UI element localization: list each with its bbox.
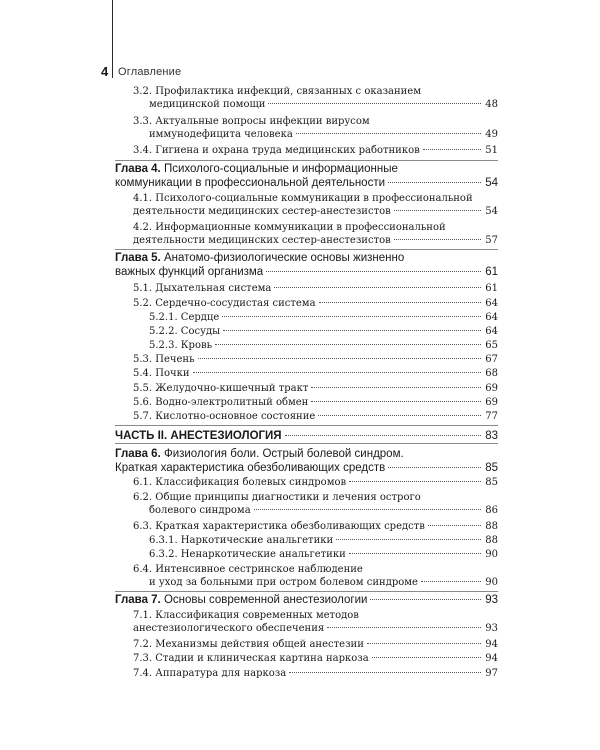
toc-page-number: 88 xyxy=(485,535,498,546)
toc-item[interactable] xyxy=(0,382,498,395)
toc-page-number: 49 xyxy=(485,129,498,140)
toc-chapter[interactable] xyxy=(0,162,498,190)
toc-page-number: 93 xyxy=(485,594,498,606)
dot-leader xyxy=(319,302,481,303)
toc-entry-text: 7.3. Стадии и клиническая картина наркоза xyxy=(133,653,369,664)
chapter-label: Глава 6. xyxy=(115,448,161,460)
chapter-label: Глава 5. xyxy=(115,252,161,264)
toc-entry-text: 3.2. Профилактика инфекций, связанных с оказанием xyxy=(133,86,422,97)
dot-leader xyxy=(266,271,481,272)
dot-leader xyxy=(394,239,481,240)
section-divider xyxy=(115,443,498,444)
toc-item[interactable] xyxy=(0,534,498,547)
dot-leader xyxy=(223,330,481,331)
toc-page-number: 88 xyxy=(485,521,498,532)
toc-item[interactable] xyxy=(0,144,498,157)
toc-page-number: 94 xyxy=(485,653,498,664)
toc-page-number: 69 xyxy=(485,397,498,408)
section-divider xyxy=(115,249,498,250)
toc-entry-text: иммунодефицита человека xyxy=(149,129,293,140)
toc-entry-text xyxy=(115,429,282,443)
toc-page-number: 94 xyxy=(485,639,498,650)
toc-entry-text: Глава 4. Психолого-социальные и информационные xyxy=(115,163,398,175)
toc-entry-text: Глава 5. Анатомо-физиологические основы жизненно xyxy=(115,252,405,264)
section-divider xyxy=(115,160,498,161)
toc-item[interactable] xyxy=(0,85,498,111)
toc-entry-text: медицинской помощи xyxy=(149,99,266,110)
toc-page-number: 65 xyxy=(485,340,498,351)
dot-leader xyxy=(318,415,481,416)
toc-entry-text: Краткая характеристика обезболивающих средств xyxy=(115,462,386,474)
dot-leader xyxy=(349,481,481,482)
dot-leader xyxy=(428,525,481,526)
dot-leader xyxy=(349,553,481,554)
toc-entry-text: 3.3. Актуальные вопросы инфекции вирусом xyxy=(133,116,370,127)
toc-item[interactable] xyxy=(0,520,498,533)
dot-leader xyxy=(421,581,481,582)
toc-page-number: 54 xyxy=(485,177,498,189)
toc-item[interactable] xyxy=(0,311,498,324)
toc-item[interactable] xyxy=(0,491,498,517)
dot-leader xyxy=(296,133,481,134)
toc-entry-text: 6.3.2. Ненаркотические анальгетики xyxy=(149,549,346,560)
toc-chapter[interactable] xyxy=(0,593,498,607)
chapter-label: ЧАСТЬ II. АНЕСТЕЗИОЛОГИЯ xyxy=(115,430,282,442)
toc-entry-text: важных функций организма xyxy=(115,266,264,278)
toc-entry-text: 5.6. Водно-электролитный обмен xyxy=(133,397,309,408)
toc-entry-text: Глава 6. Физиология боли. Острый болевой синдром. xyxy=(115,448,404,460)
chapter-label: Глава 7. xyxy=(115,594,161,606)
dot-leader xyxy=(327,627,481,628)
toc-entry-text: 4.2. Информационные коммуникации в профессиональной xyxy=(133,222,446,233)
toc-entry-text: 6.3.1. Наркотические анальгетики xyxy=(149,535,334,546)
toc-page-number: 67 xyxy=(485,354,498,365)
toc-item[interactable] xyxy=(0,221,498,247)
dot-leader xyxy=(388,182,481,183)
dot-leader xyxy=(367,643,481,644)
toc-entry-text: 3.4. Гигиена и охрана труда медицинских работников xyxy=(133,145,420,156)
section-divider xyxy=(115,591,498,592)
toc-item[interactable] xyxy=(0,667,498,680)
toc-entry-text: и уход за больными при остром болевом синдроме xyxy=(149,577,418,588)
toc-item[interactable] xyxy=(0,410,498,423)
dot-leader xyxy=(372,657,481,658)
toc-item[interactable] xyxy=(0,325,498,338)
toc-item[interactable] xyxy=(0,297,498,310)
page-number: 4 xyxy=(101,64,109,79)
toc-page-number: 90 xyxy=(485,577,498,588)
toc-entry-text: деятельности медицинских сестер-анестезистов xyxy=(133,206,391,217)
toc-item[interactable] xyxy=(0,563,498,589)
toc-page-number: 85 xyxy=(485,477,498,488)
header-rule xyxy=(112,0,113,78)
toc-page-number: 97 xyxy=(485,668,498,679)
toc-chapter[interactable] xyxy=(0,429,498,443)
toc-page-number: 69 xyxy=(485,383,498,394)
section-divider xyxy=(115,425,498,426)
toc-page-number: 83 xyxy=(485,430,498,442)
toc-entry-text: 5.2.3. Кровь xyxy=(149,340,213,351)
toc-item[interactable] xyxy=(0,115,498,141)
toc-page-number: 90 xyxy=(485,549,498,560)
toc-item[interactable] xyxy=(0,548,498,561)
toc-entry-text: 7.2. Механизмы действия общей анестезии xyxy=(133,639,364,650)
dot-leader xyxy=(222,316,481,317)
toc-page-number: 64 xyxy=(485,326,498,337)
toc-page-number: 57 xyxy=(485,235,498,246)
toc-entry-text: 6.2. Общие принципы диагностики и лечения острого xyxy=(133,492,421,503)
toc-entry-text: 5.2.2. Сосуды xyxy=(149,326,221,337)
dot-leader xyxy=(423,149,481,150)
toc-item[interactable] xyxy=(0,652,498,665)
toc-entry-text: 5.7. Кислотно-основное состояние xyxy=(133,411,316,422)
toc-entry-text: болевого синдрома xyxy=(149,505,251,516)
toc-page-number: 77 xyxy=(485,411,498,422)
page-title: Оглавление xyxy=(118,66,182,78)
toc-page-number: 93 xyxy=(485,623,498,634)
toc-item[interactable] xyxy=(0,396,498,409)
toc-entry-text: деятельности медицинских сестер-анестезистов xyxy=(133,235,391,246)
toc-entry-text: 6.3. Краткая характеристика обезболивающих средств xyxy=(133,521,425,532)
toc-item[interactable] xyxy=(0,476,498,489)
toc-item[interactable] xyxy=(0,192,498,218)
dot-leader xyxy=(254,509,481,510)
dot-leader xyxy=(388,467,481,468)
toc-entry-text: 6.1. Классификация болевых синдромов xyxy=(133,477,347,488)
dot-leader xyxy=(198,358,481,359)
toc-page-number: 85 xyxy=(485,462,498,474)
toc-item[interactable] xyxy=(0,282,498,295)
toc-entry-text: коммуникации в профессиональной деятельности xyxy=(115,177,386,189)
toc-item[interactable] xyxy=(0,609,498,635)
toc-page-number: 86 xyxy=(485,505,498,516)
toc-entry-text: 7.1. Классификация современных методов xyxy=(133,610,359,621)
chapter-label: Глава 4. xyxy=(115,163,161,175)
toc-page-number: 64 xyxy=(485,298,498,309)
dot-leader xyxy=(215,344,481,345)
toc-page-number: 48 xyxy=(485,99,498,110)
dot-leader xyxy=(274,287,481,288)
dot-leader xyxy=(285,435,481,436)
toc-entry-text: 5.3. Печень xyxy=(133,354,195,365)
toc-entry-text: 5.1. Дыхательная система xyxy=(133,283,272,294)
toc-chapter[interactable] xyxy=(0,251,498,279)
toc-page-number: 61 xyxy=(485,283,498,294)
dot-leader xyxy=(289,672,481,673)
toc-item[interactable] xyxy=(0,353,498,366)
dot-leader xyxy=(370,599,481,600)
toc-item[interactable] xyxy=(0,367,498,380)
toc-chapter[interactable] xyxy=(0,447,498,475)
dot-leader xyxy=(311,387,481,388)
toc-entry-text: 5.4. Почки xyxy=(133,368,190,379)
dot-leader xyxy=(193,372,481,373)
toc-entry-text: 5.2.1. Сердце xyxy=(149,312,220,323)
dot-leader xyxy=(268,103,481,104)
toc-entry-text: Глава 7. Основы современной анестезиологии xyxy=(115,594,368,606)
toc-page-number: 54 xyxy=(485,206,498,217)
toc-entry-text: 6.4. Интенсивное сестринское наблюдение xyxy=(133,564,363,575)
toc-entry-text: 7.4. Аппаратура для наркоза xyxy=(133,668,287,679)
toc-page-number: 68 xyxy=(485,368,498,379)
dot-leader xyxy=(311,401,481,402)
dot-leader xyxy=(394,210,481,211)
toc-entry-text: 4.1. Психолого-социальные коммуникации в профессиональной xyxy=(133,193,473,204)
toc-page-number: 61 xyxy=(485,266,498,278)
toc-page-number: 64 xyxy=(485,312,498,323)
toc-entry-text: анестезиологического обеспечения xyxy=(133,623,325,634)
toc-item[interactable] xyxy=(0,638,498,651)
toc-entry-text: 5.5. Желудочно-кишечный тракт xyxy=(133,383,309,394)
toc-page-number: 51 xyxy=(485,145,498,156)
dot-leader xyxy=(336,539,481,540)
toc-item[interactable] xyxy=(0,339,498,352)
toc-entry-text: 5.2. Сердечно-сосудистая система xyxy=(133,298,316,309)
